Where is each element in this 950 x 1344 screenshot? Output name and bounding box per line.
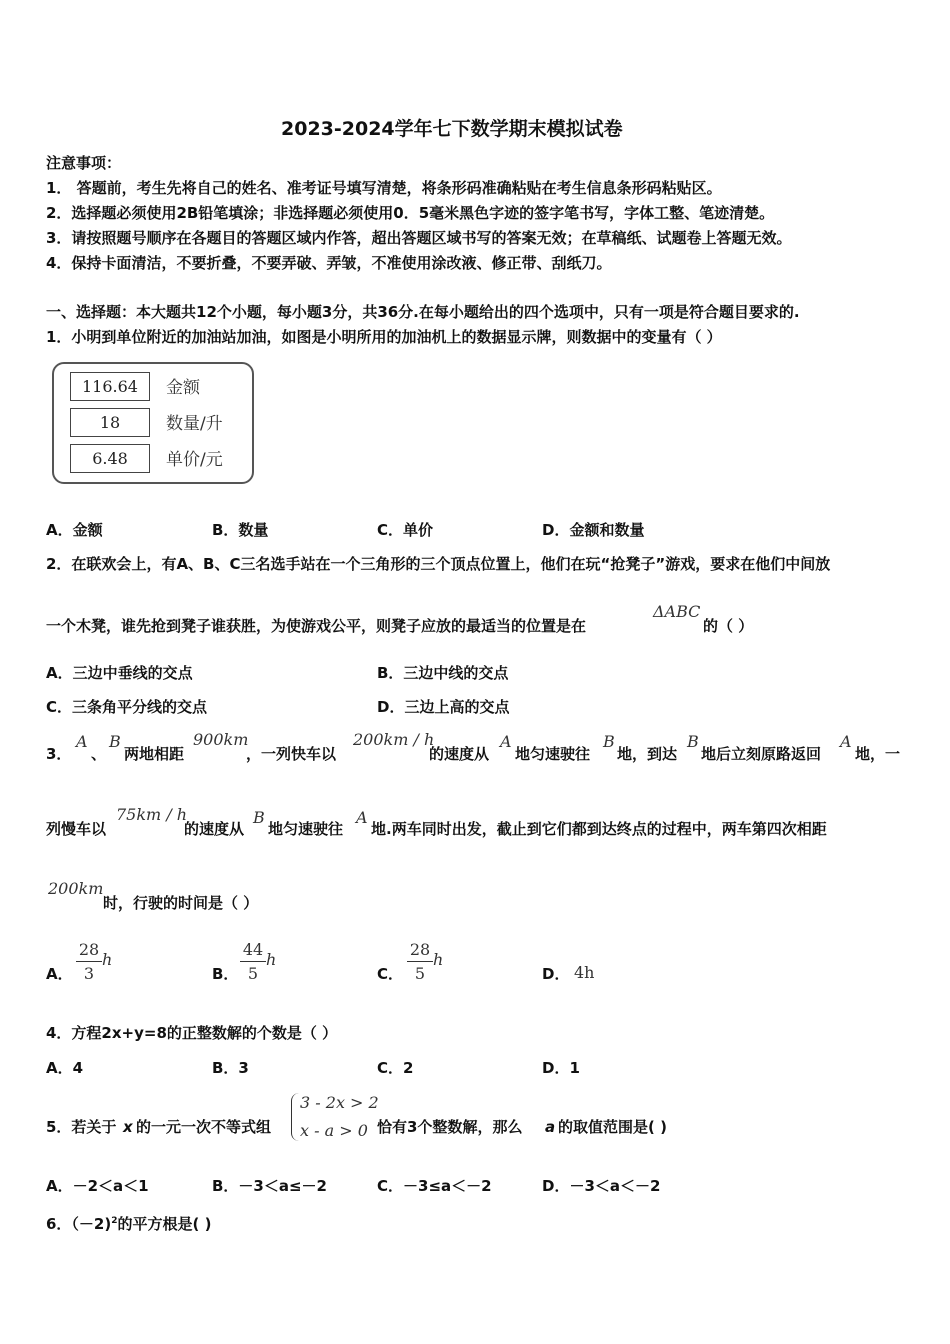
q5-option-c: C．－3≤a＜－2 [377,1177,492,1195]
denominator: 5 [247,964,259,983]
q3-option-d-value: 4h [574,963,595,982]
quantity-value: 18 [70,408,150,437]
separator: 、 [91,745,107,763]
q6-text: 6．（－2) [46,1215,112,1233]
price-value: 6.48 [70,444,150,473]
amount-value: 116.64 [70,372,150,401]
fuel-pump-display [52,362,254,484]
q4-option-a: A．4 [46,1059,84,1077]
point-b-math: B [603,732,615,751]
notice-item: 1． 答题前，考生先将自己的姓名、准考证号填写清楚，将条形码准确粘贴在考生信息条形码粘贴区。 [46,179,722,197]
q5-text: 恰有3个整数解，那么 [377,1118,523,1136]
notice-item: 3．请按照题号顺序在各题目的答题区域内作答，超出答题区域书写的答案无效；在草稿纸、试题卷上答题无效。 [46,229,792,247]
question-6-stem [46,1211,211,1234]
q5-text: 5．若关于 [46,1118,117,1136]
q1-option-c: C．单价 [377,521,434,539]
q4-option-c: C．2 [377,1059,414,1077]
q3-text: 的速度从 [429,745,490,763]
point-a-math: A [76,732,88,751]
distance-math: 900km [193,730,249,749]
unit: h [266,950,277,969]
numerator: 28 [409,940,431,959]
inequality-brace [291,1093,300,1141]
point-a-math: A [840,732,852,751]
gap-distance-math: 200km [48,879,104,898]
q2-option-b: B．三边中线的交点 [377,664,509,682]
q3-text: 地，到达 [617,745,678,763]
q5-text: 的取值范围是( ) [558,1118,667,1136]
numerator: 44 [242,940,264,959]
page-title: 2023-2024学年七下数学期末模拟试卷 [281,118,623,140]
q3-text: 地后立刻原路返回 [701,745,822,763]
notice-item: 2．选择题必须使用2B铅笔填涂；非选择题必须使用0．5毫米黑色字迹的签字笔书写，字体工整、笔迹清楚。 [46,204,775,222]
q5-option-d: D．－3＜a＜－2 [542,1177,661,1195]
q3-text: 地匀速驶往 [268,820,344,838]
amount-label: 金额 [166,378,200,398]
question-2-line-2-end: 的（ ） [703,617,754,635]
section-heading: 一、选择题：本大题共12个小题，每小题3分，共36分.在每小题给出的四个选项中，只有一项是符合题目要求的. [46,303,800,321]
q2-option-a: A．三边中垂线的交点 [46,664,193,682]
q3-text: 地.两车同时出发，截止到它们都到达终点的过程中，两车第四次相距 [371,820,827,838]
question-2-line-2: 一个木凳，谁先抢到凳子谁获胜，为使游戏公平，则凳子应放的最适当的位置是在 [46,617,587,635]
denominator: 5 [414,964,426,983]
q3-text: 地，一 [855,745,901,763]
numerator: 28 [78,940,100,959]
notice-item: 4．保持卡面清洁，不要折叠，不要弄破、弄皱，不准使用涂改液、修正带、刮纸刀。 [46,254,612,272]
q4-option-d: D．1 [542,1059,580,1077]
unit: h [433,950,444,969]
q3-option-b-fraction [240,940,266,983]
q5-option-a: A．－2＜a＜1 [46,1177,149,1195]
q6-text: 的平方根是( ) [117,1215,212,1233]
point-a-math: A [500,732,512,751]
question-1-stem: 1．小明到单位附近的加油站加油，如图是小明所用的加油机上的数据显示牌，则数据中的变量有（ ） [46,328,722,346]
point-b-math: B [687,732,699,751]
q3-text: 的速度从 [184,820,245,838]
q5-option-b: B．－3＜a≤－2 [212,1177,327,1195]
q3-option-c-fraction [407,940,433,983]
slow-speed-math: 75km / h [116,805,188,824]
q2-option-c: C．三条角平分线的交点 [46,698,208,716]
q3-option-b-label: B． [212,965,239,983]
q1-option-d: D．金额和数量 [542,521,645,539]
price-label: 单价/元 [166,450,223,470]
q3-text: 列慢车以 [46,820,107,838]
q2-option-d: D．三边上高的交点 [377,698,510,716]
point-a-math: A [356,808,368,827]
triangle-abc-math: ΔABC [653,602,701,621]
inequality-1: 3 - 2x > 2 [300,1093,379,1112]
q1-option-a: A．金额 [46,521,103,539]
q5-text: 的一元一次不等式组 [136,1118,272,1136]
q3-option-c-label: C． [377,965,404,983]
question-3-number: 3． [46,745,72,763]
inequality-2: x - a > 0 [300,1121,368,1140]
q1-option-b: B．数量 [212,521,269,539]
point-b-math: B [109,732,121,751]
variable-x: x [123,1118,133,1136]
unit: h [102,950,113,969]
q3-text: ，一列快车以 [246,745,337,763]
notice-heading: 注意事项： [46,154,122,172]
q3-text: 地匀速驶往 [515,745,591,763]
q3-text: 两地相距 [124,745,185,763]
q3-text: 时，行驶的时间是（ ） [103,894,259,912]
fast-speed-math: 200km / h [353,730,435,749]
point-b-math: B [253,808,265,827]
q3-option-d-label: D． [542,965,570,983]
q3-option-a-fraction [76,940,102,983]
question-2-line-1: 2．在联欢会上，有A、B、C三名选手站在一个三角形的三个顶点位置上，他们在玩“抢凳子”游戏，要求在他们中间放 [46,555,831,573]
denominator: 3 [83,964,95,983]
question-4-stem: 4．方程2x+y=8的正整数解的个数是（ ） [46,1024,338,1042]
quantity-label: 数量/升 [166,414,223,434]
q3-option-a-label: A． [46,965,73,983]
q4-option-b: B．3 [212,1059,249,1077]
exponent: 2 [111,1216,118,1226]
variable-a: a [545,1118,556,1136]
